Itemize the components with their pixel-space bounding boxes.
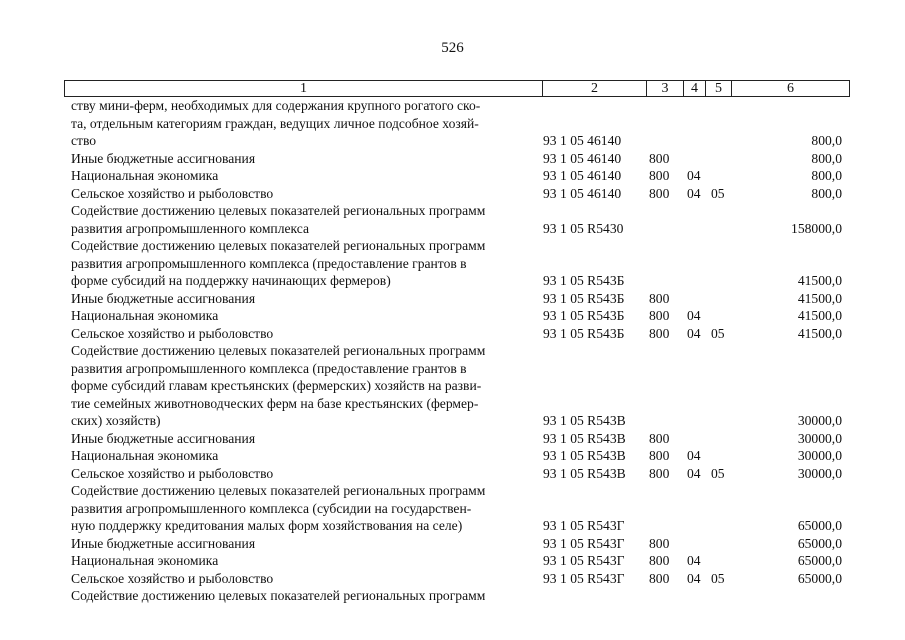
- header-col-2: 2: [542, 81, 646, 96]
- row-name: Сельское хозяйство и рыболовство: [71, 570, 274, 586]
- header-col-5: 5: [705, 81, 731, 96]
- table-row: [64, 150, 850, 168]
- table-row: [64, 377, 850, 395]
- table-row: [64, 185, 850, 203]
- row-name: Иные бюджетные ассигнования: [71, 430, 256, 446]
- row-name: форме субсидий на поддержку начинающих фермеров): [71, 273, 391, 288]
- row-sum: 41500,0: [797, 325, 842, 341]
- row-code: 93 1 05 R543Г: [543, 553, 625, 568]
- row-col3: 800: [649, 570, 670, 586]
- row-name: Национальная экономика: [71, 448, 219, 463]
- row-name: ству мини-ферм, необходимых для содержания крупного рогатого ско-: [71, 98, 481, 113]
- row-name: развития агропромышленного комплекса: [71, 220, 310, 236]
- row-col4: 04: [687, 448, 701, 463]
- row-code: 93 1 05 R543Г: [543, 535, 625, 551]
- budget-table: [64, 80, 850, 605]
- row-sum: 800,0: [811, 133, 842, 148]
- row-name: Сельское хозяйство и рыболовство: [71, 185, 274, 201]
- row-name: та, отдельным категориям граждан, ведущих личное подсобное хозяй-: [71, 115, 479, 131]
- table-row: [64, 587, 850, 605]
- row-sum: 65000,0: [797, 518, 842, 533]
- table-body: [64, 97, 850, 605]
- table-row: [64, 465, 850, 483]
- table-row: [64, 290, 850, 308]
- table-row: [64, 412, 850, 430]
- header-col-1: 1: [300, 81, 307, 96]
- table-row: [64, 325, 850, 343]
- table-row: [64, 570, 850, 588]
- row-sum: 30000,0: [797, 430, 842, 446]
- table-row: [64, 220, 850, 238]
- row-col4: 04: [687, 553, 701, 568]
- row-code: 93 1 05 R543В: [543, 413, 626, 428]
- table-row: [64, 167, 850, 185]
- row-sum: 65000,0: [797, 553, 842, 568]
- table-row: [64, 202, 850, 220]
- table-row: [64, 342, 850, 360]
- row-code: 93 1 05 R543Г: [543, 518, 625, 533]
- row-code: 93 1 05 R543Г: [543, 570, 625, 586]
- row-col3: 800: [649, 325, 670, 341]
- table-row: [64, 482, 850, 500]
- row-name: ских) хозяйств): [71, 413, 161, 428]
- row-name: тие семейных животноводческих ферм на базе крестьянских (фермер-: [71, 395, 479, 411]
- row-code: 93 1 05 R543Б: [543, 273, 625, 288]
- table-row: [64, 430, 850, 448]
- table-row: [64, 517, 850, 535]
- row-code: 93 1 05 R543Б: [543, 290, 625, 306]
- table-row: [64, 307, 850, 325]
- page-number: 526: [441, 40, 464, 56]
- row-sum: 65000,0: [797, 535, 842, 551]
- row-name: Содействие достижению целевых показателей региональных программ: [71, 343, 486, 358]
- row-name: ство: [71, 133, 97, 148]
- row-code: 93 1 05 R543В: [543, 448, 626, 463]
- row-name: развития агропромышленного комплекса (предоставление грантов в: [71, 255, 467, 271]
- table-row: [64, 132, 850, 150]
- row-sum: 800,0: [811, 150, 842, 166]
- table-row: [64, 255, 850, 273]
- table-row: [64, 97, 850, 115]
- row-col3: 800: [649, 553, 670, 568]
- row-col3: 800: [649, 535, 670, 551]
- row-name: Содействие достижению целевых показателей региональных программ: [71, 588, 486, 603]
- table-row: [64, 447, 850, 465]
- row-code: 93 1 05 R543Б: [543, 325, 625, 341]
- row-col4: 04: [687, 308, 701, 323]
- row-name: Иные бюджетные ассигнования: [71, 290, 256, 306]
- row-name: Иные бюджетные ассигнования: [71, 150, 256, 166]
- row-code: 93 1 05 46140: [543, 133, 622, 148]
- row-name: Иные бюджетные ассигнования: [71, 535, 256, 551]
- row-sum: 800,0: [811, 185, 842, 201]
- header-col-3: 3: [646, 81, 683, 96]
- row-col3: 800: [649, 465, 670, 481]
- row-sum: 158000,0: [791, 220, 842, 236]
- table-row: [64, 395, 850, 413]
- row-name: Содействие достижению целевых показателей региональных программ: [71, 483, 486, 498]
- row-col4: 04: [687, 465, 701, 481]
- row-col4: 04: [687, 325, 701, 341]
- row-name: развития агропромышленного комплекса (предоставление грантов в: [71, 360, 467, 376]
- row-col3: 800: [649, 185, 670, 201]
- row-col5: 05: [711, 185, 725, 201]
- row-code: 93 1 05 R543В: [543, 430, 626, 446]
- row-name: ную поддержку кредитования малых форм хозяйствования на селе): [71, 518, 463, 533]
- table-row: [64, 272, 850, 290]
- row-code: 93 1 05 R5430: [543, 220, 624, 236]
- row-code: 93 1 05 R543Б: [543, 308, 625, 323]
- row-col4: 04: [687, 570, 701, 586]
- row-sum: 30000,0: [797, 448, 842, 463]
- row-name: Содействие достижению целевых показателей региональных программ: [71, 238, 486, 253]
- row-name: Сельское хозяйство и рыболовство: [71, 465, 274, 481]
- row-sum: 41500,0: [797, 290, 842, 306]
- row-col5: 05: [711, 570, 725, 586]
- table-row: [64, 360, 850, 378]
- row-name: форме субсидий главам крестьянских (фермерских) хозяйств на разви-: [71, 378, 482, 393]
- row-sum: 41500,0: [797, 273, 842, 288]
- row-name: Национальная экономика: [71, 168, 219, 183]
- row-name: развития агропромышленного комплекса (субсидии на государствен-: [71, 500, 472, 516]
- row-sum: 65000,0: [797, 570, 842, 586]
- table-row: [64, 535, 850, 553]
- row-sum: 41500,0: [797, 308, 842, 323]
- row-name: Сельское хозяйство и рыболовство: [71, 325, 274, 341]
- row-col3: 800: [649, 168, 670, 183]
- row-code: 93 1 05 46140: [543, 150, 622, 166]
- row-col5: 05: [711, 465, 725, 481]
- row-col4: 04: [687, 185, 701, 201]
- table-header: [64, 80, 850, 97]
- row-col3: 800: [649, 150, 670, 166]
- row-code: 93 1 05 R543В: [543, 465, 626, 481]
- row-col5: 05: [711, 325, 725, 341]
- table-row: [64, 552, 850, 570]
- row-name: Национальная экономика: [71, 308, 219, 323]
- header-col-4: 4: [683, 81, 705, 96]
- row-col3: 800: [649, 430, 670, 446]
- row-name: Национальная экономика: [71, 553, 219, 568]
- row-col3: 800: [649, 308, 670, 323]
- row-sum: 30000,0: [797, 413, 842, 428]
- row-col4: 04: [687, 168, 701, 183]
- row-sum: 800,0: [811, 168, 842, 183]
- row-col3: 800: [649, 290, 670, 306]
- table-row: [64, 237, 850, 255]
- table-row: [64, 115, 850, 133]
- row-sum: 30000,0: [797, 465, 842, 481]
- row-code: 93 1 05 46140: [543, 185, 622, 201]
- row-code: 93 1 05 46140: [543, 168, 622, 183]
- header-col-6: 6: [731, 81, 849, 96]
- table-row: [64, 500, 850, 518]
- row-col3: 800: [649, 448, 670, 463]
- row-name: Содействие достижению целевых показателей региональных программ: [71, 203, 486, 218]
